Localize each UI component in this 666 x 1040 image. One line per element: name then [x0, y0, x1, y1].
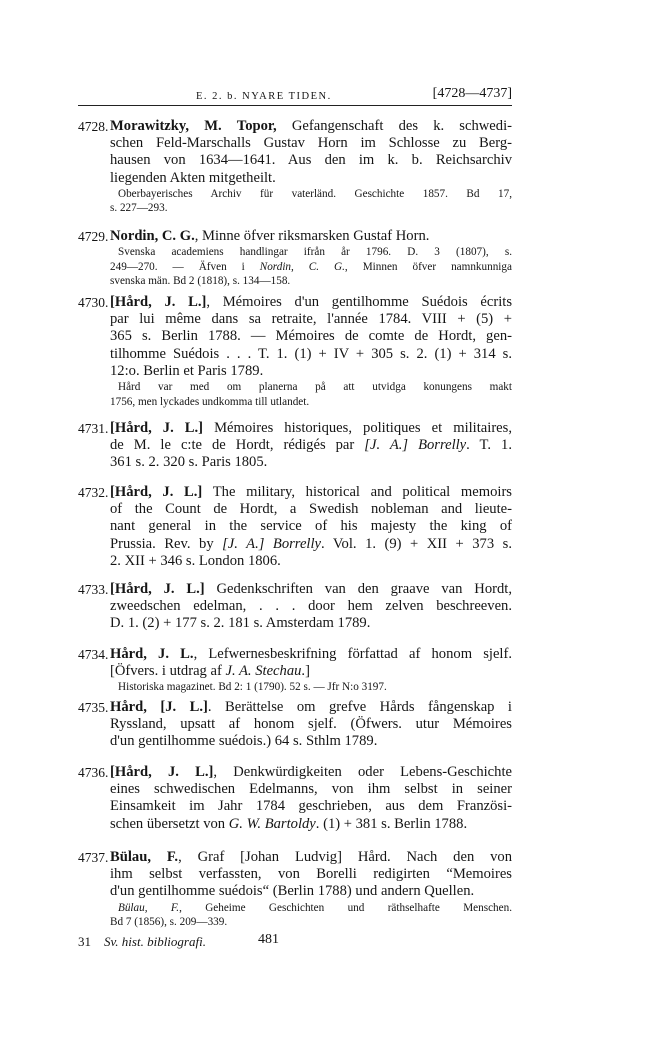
bibliography-entry	[78, 764, 512, 833]
entry-number: 4729.	[78, 229, 109, 244]
entry-note-line: s. 227—293.	[110, 202, 168, 215]
running-header	[78, 85, 512, 105]
page-number: 481	[258, 932, 279, 947]
entry-text-line: [Hård, J. L.], Mémoires d'un gentilhomme Suédois écrits	[110, 294, 512, 310]
entry-text-line: nant general in the service of his majesty the king of	[110, 518, 512, 535]
header-title: E. 2. b. NYARE TIDEN.	[196, 91, 332, 102]
entry-number: 4736.	[78, 765, 109, 780]
entry-note-line: Oberbayerisches Archiv für vaterländ. Geschichte 1857. Bd 17,	[118, 187, 512, 200]
bibliography-entry	[78, 849, 512, 930]
bibliography-entry	[78, 646, 512, 695]
entry-text-line: de M. le c:te de Hordt, rédigés par [J. A.] Borrelly. T. 1.	[110, 437, 512, 454]
entry-text-line: schen übersetzt von G. W. Bartoldy. (1) + 381 s. Berlin 1788.	[110, 815, 468, 832]
entry-text-line: tilhomme Suédois . . . T. 1. (1) + IV + 305 s. 2. (1) + 314 s.	[110, 345, 512, 362]
entry-number: 4732.	[78, 485, 109, 500]
entry-text-line: [Öfvers. i utdrag af J. A. Stechau.]	[110, 663, 310, 680]
entry-note-line: 1756, men lyckades undkomma till utlandet.	[110, 395, 310, 408]
bibliography-entry	[78, 118, 512, 216]
bibliography-entry	[78, 484, 512, 570]
entry-number: 4733.	[78, 582, 109, 597]
header-entry-range: [4728—4737]	[432, 86, 512, 101]
entry-text-line: [Hård, J. L.] Gedenkschriften van den graave van Hordt,	[110, 581, 512, 597]
entry-text-line: par lui même dans sa retraite, l'année 1784. VIII + (5) +	[110, 311, 512, 328]
entry-note-line: Bd 7 (1856), s. 209—339.	[110, 916, 228, 929]
entry-text-line: d'un gentilhomme suédois“ (Berlin 1788) und andern Quellen.	[110, 883, 475, 900]
entry-text-line: 12:o. Berlin et Paris 1789.	[110, 362, 264, 379]
bibliography-entry	[78, 228, 512, 289]
bibliography-entry	[78, 420, 512, 472]
entry-text-line: Hård, J. L., Lefwernesbeskrifning författad af honom sjelf.	[110, 646, 512, 662]
entry-text-line: schen Feld-Marschalls Gustav Horn im Schlosse zu Berg-	[110, 135, 512, 152]
entry-text-line: Hård, [J. L.]. Berättelse om grefve Hårds fångenskap i	[110, 699, 512, 715]
entry-text-line: liegenden Akten mitgetheilt.	[110, 169, 276, 186]
entry-text-line: Nordin, C. G., Minne öfver riksmarsken Gustaf Horn.	[110, 228, 430, 244]
entry-note-line: Historiska magazinet. Bd 2: 1 (1790). 52 s. — Jfr N:o 3197.	[118, 681, 387, 694]
entry-text-line: eines schwedischen Edelmanns, von ihm selbst in seiner	[110, 781, 512, 798]
bibliography-entry	[78, 294, 512, 409]
bibliography-entry	[78, 699, 512, 751]
entry-text-line: Einsamkeit im Jahr 1784 geschrieben, aus dem Französi-	[110, 798, 512, 815]
entry-text-line: D. 1. (2) + 177 s. 2. 181 s. Amsterdam 1789.	[110, 615, 371, 632]
entry-text-line: 2. XII + 346 s. London 1806.	[110, 552, 281, 569]
entry-text-line: 365 s. Berlin 1788. — Mémoires de comte de Hordt, gen-	[110, 328, 512, 345]
entry-text-line: zweedschen edelman, . . . door hem zelven beschreeven.	[110, 598, 512, 615]
entry-number: 4737.	[78, 850, 109, 865]
entry-note-line: Bülau, F., Geheime Geschichten und räthselhafte Menschen.	[118, 901, 512, 914]
entry-number: 4728.	[78, 119, 109, 134]
entry-number: 4730.	[78, 295, 109, 310]
entry-text-line: Prussia. Rev. by [J. A.] Borrelly. Vol. 1. (9) + XII + 373 s.	[110, 535, 512, 552]
signature-mark: 31 Sv. hist. bibliografi.	[78, 934, 206, 949]
entry-note-line: svenska män. Bd 2 (1818), s. 134—158.	[110, 275, 291, 288]
entry-text-line: d'un gentilhomme suédois.) 64 s. Sthlm 1789.	[110, 733, 378, 750]
entry-text-line: Ryssland, upsatt af honom sjelf. (Öfwers. utur Mémoires	[110, 716, 512, 733]
entry-text-line: of the Count de Hordt, a Swedish nobleman and lieute-	[110, 501, 512, 518]
entry-text-line: [Hård, J. L.], Denkwürdigkeiten oder Lebens-Geschichte	[110, 764, 512, 780]
entry-text-line: Bülau, F., Graf [Johan Ludvig] Hård. Nach den von	[110, 849, 513, 865]
entry-note-line: Hård var med om planerna på att utvidga konungens makt	[118, 381, 512, 394]
entry-note-line: 249—270. — Äfven i Nordin, C. G., Minnen öfver namnkunniga	[110, 260, 512, 273]
entry-text-line: 361 s. 2. 320 s. Paris 1805.	[110, 454, 268, 471]
entry-text-line: ihm selbst verfassten, von Borelli redigirten “Memoires	[110, 866, 512, 883]
entry-text-line: hausen von 1634—1641. Aus den im k. b. Reichsarchiv	[110, 152, 512, 169]
entry-number: 4735.	[78, 700, 109, 715]
entry-text-line: [Hård, J. L.] Mémoires historiques, politiques et militaires,	[110, 420, 512, 436]
page-footer	[78, 932, 512, 952]
bibliography-entry	[78, 581, 512, 633]
entry-number: 4731.	[78, 421, 109, 436]
entry-note-line: Svenska academiens handlingar ifrån år 1796. D. 3 (1807), s.	[118, 246, 512, 259]
entry-text-line: Morawitzky, M. Topor, Gefangenschaft des k. schwedi-	[110, 118, 512, 134]
header-rule	[78, 105, 512, 106]
entry-number: 4734.	[78, 647, 109, 662]
entry-text-line: [Hård, J. L.] The military, historical and political memoirs	[110, 484, 512, 500]
